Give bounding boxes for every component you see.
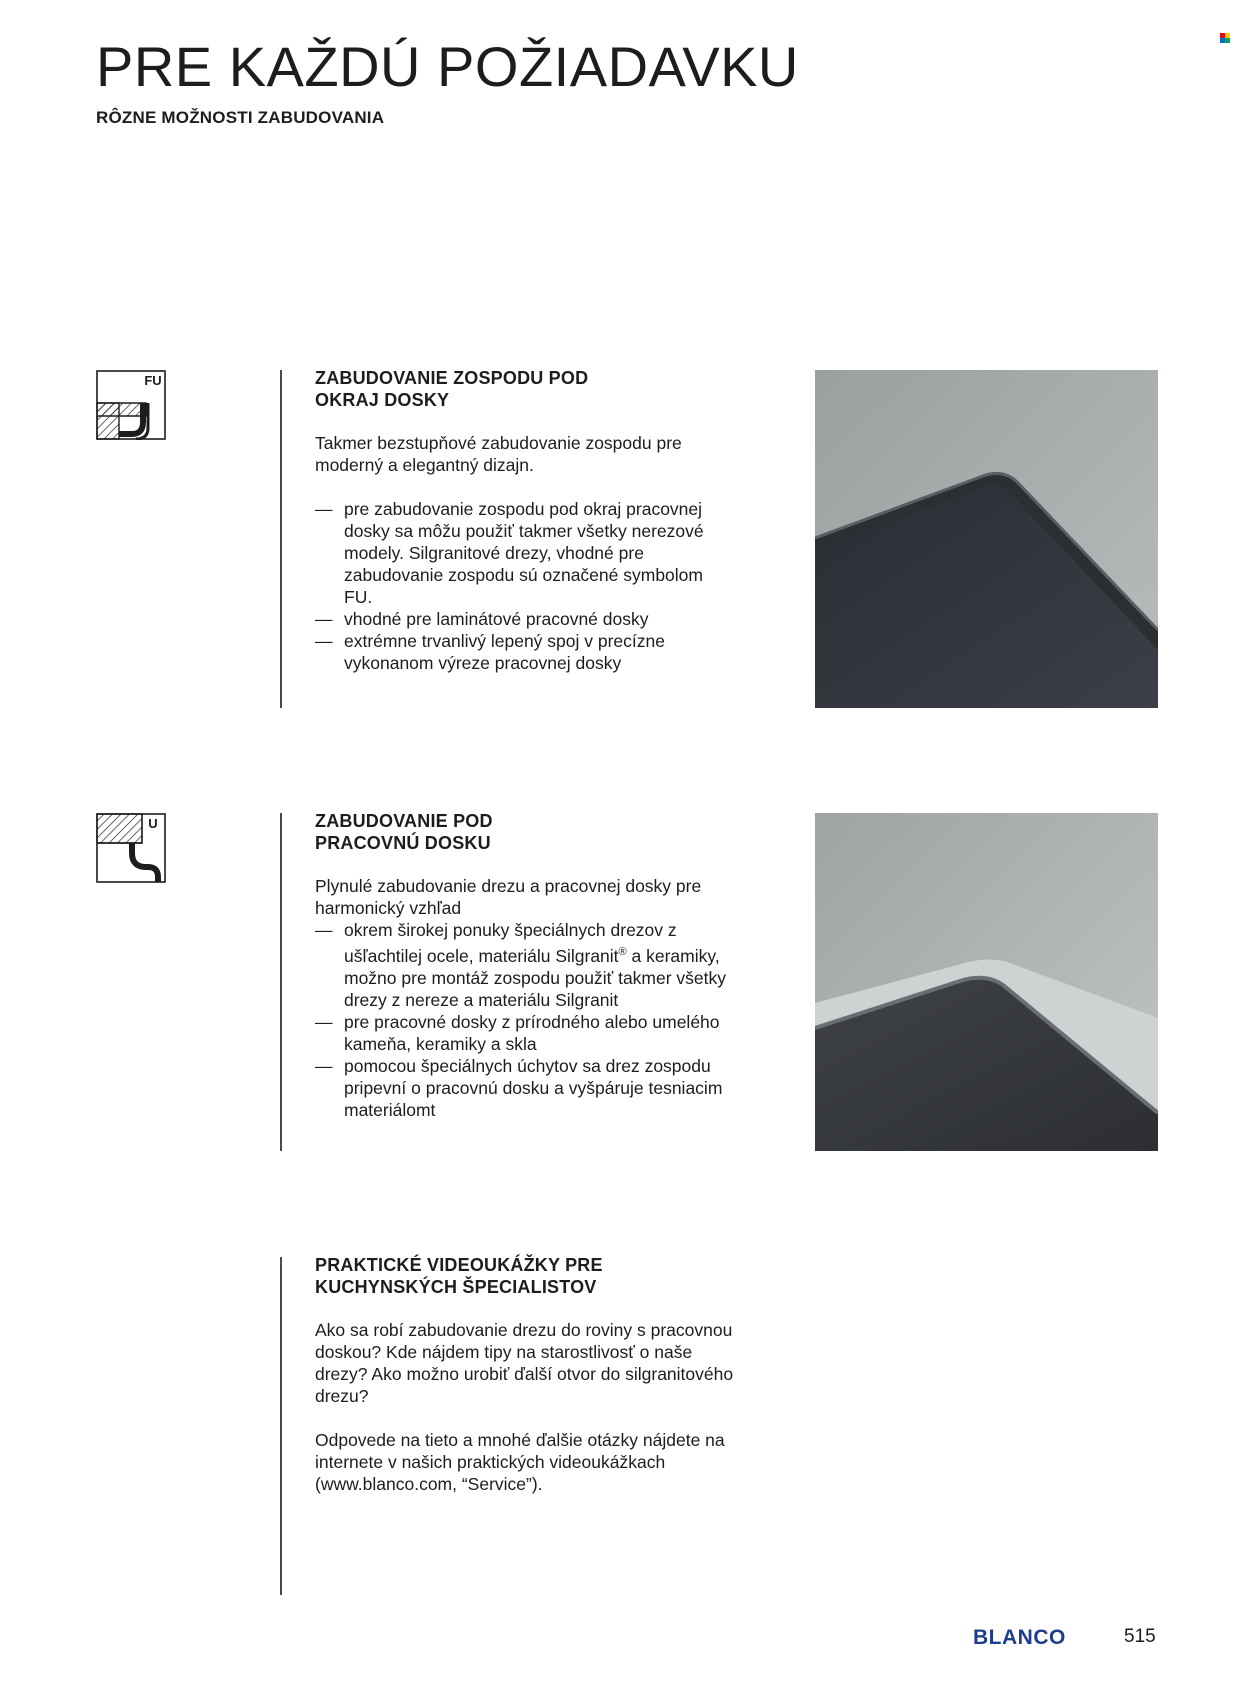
symbol-label: FU: [144, 373, 162, 388]
heading-line-2: PRACOVNÚ DOSKU: [315, 833, 491, 853]
section-intro: Takmer bezstupňové zabudovanie zospodu pre moderný a elegantný dizajn.: [315, 433, 682, 475]
section-divider-line: [280, 1257, 282, 1595]
section-paragraph-2: Odpovede na tieto a mnohé ďalšie otázky nájdete na internete v našich praktických videoukážkach (www.blanco.com, “Service”).: [315, 1430, 725, 1494]
list-item: — pre pracovné dosky z prírodného alebo umelého kameňa, keramiky a skla: [315, 1011, 735, 1055]
page-number: 515: [1124, 1626, 1156, 1647]
flush-mounted-sink-corner-photo: [815, 370, 1158, 708]
heading-line-2: OKRAJ DOSKY: [315, 390, 450, 410]
undermount-icon: [96, 813, 166, 883]
list-item: — vhodné pre laminátové pracovné dosky: [315, 608, 735, 630]
undermounted-sink-corner-photo: [815, 813, 1158, 1151]
heading-line-1: ZABUDOVANIE POD: [315, 811, 493, 831]
heading-line-1: ZABUDOVANIE ZOSPODU POD: [315, 368, 589, 388]
section-divider-line: [280, 370, 282, 708]
list-item: — extrémne trvanlivý lepený spoj v precízne vykonanom výreze pracovnej dosky: [315, 630, 735, 674]
bullet-list: [315, 919, 735, 1121]
page-subtitle: RÔZNE MOŽNOSTI ZABUDOVANIA: [96, 108, 385, 127]
section-heading: [315, 1254, 735, 1298]
section-intro: Plynulé zabudovanie drezu a pracovnej dosky pre harmonický vzhľad: [315, 876, 702, 918]
bullet-list: [315, 498, 735, 674]
color-registration-mark: [1220, 33, 1230, 43]
list-item: — pomocou špeciálnych úchytov sa drez zospodu pripevní o pracovnú dosku a vyšpáruje tesniacim materiálomt: [315, 1055, 735, 1121]
heading-line-1: PRAKTICKÉ VIDEOUKÁŽKY PRE: [315, 1255, 603, 1275]
blanco-logo: BLANCO: [973, 1626, 1066, 1649]
section-paragraph-1: Ako sa robí zabudovanie drezu do roviny s pracovnou doskou? Kde nájdem tipy na starostlivosť o naše drezy? Ako možno urobiť ďalší otvor do silgranitového drezu?: [315, 1320, 734, 1406]
section-heading: [315, 810, 735, 854]
flush-undermount-icon: [96, 370, 166, 440]
list-item: — pre zabudovanie zospodu pod okraj pracovnej dosky sa môžu použiť takmer všetky nerezové modely. Silgranitové drezy, vhodné pre zabudovanie zospodu sú označené symbolom FU.: [315, 498, 735, 608]
section-heading: [315, 367, 735, 411]
symbol-label: U: [148, 816, 158, 831]
list-item: — okrem širokej ponuky špeciálnych drezov z ušľachtilej ocele, materiálu Silgranit® a keramiky, možno pre montáž zospodu použiť takmer všetky drezy z nereze a materiálu Silgranit: [315, 919, 735, 1011]
section-divider-line: [280, 813, 282, 1151]
heading-line-2: KUCHYNSKÝCH ŠPECIALISTOV: [315, 1277, 597, 1297]
page-title: PRE KAŽDÚ POŽIADAVKU: [96, 35, 799, 98]
